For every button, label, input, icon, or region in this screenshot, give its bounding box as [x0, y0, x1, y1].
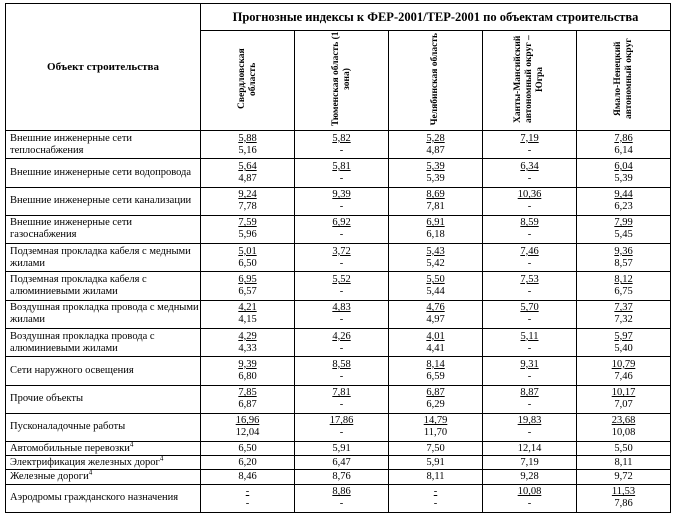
- value-cell: [577, 328, 671, 356]
- value-cell: [483, 357, 577, 385]
- row-label: Воздушная прокладка провода с алюминиевыми жилами: [10, 330, 155, 354]
- value-cell: [577, 470, 671, 484]
- value-cell: [389, 272, 483, 300]
- value-cell: [389, 131, 483, 159]
- index-value-secondary: 6,18: [426, 229, 445, 241]
- index-value: 8,14: [426, 358, 445, 370]
- index-value: 4,83: [332, 302, 351, 314]
- index-value-secondary: 6,80: [238, 370, 257, 382]
- index-value: 14,79: [423, 415, 448, 427]
- index-value: 8,58: [332, 358, 351, 370]
- row-label-cell: [6, 442, 201, 456]
- table-row: [6, 215, 671, 243]
- index-value-secondary: 7,86: [614, 498, 633, 510]
- table-row: [6, 244, 671, 272]
- value-cell: [577, 484, 671, 512]
- index-value-secondary: -: [339, 172, 344, 184]
- index-value-secondary: -: [339, 257, 344, 269]
- value-cell: [295, 442, 389, 456]
- value-cell: [201, 385, 295, 413]
- index-value-secondary: 7,46: [614, 370, 633, 382]
- index-value: 6,95: [238, 274, 257, 286]
- index-value: 6,34: [520, 160, 539, 172]
- index-value-secondary: 5,42: [426, 257, 445, 269]
- row-label: Сети наружного освещения: [10, 364, 134, 376]
- index-value-secondary: 5,40: [614, 342, 633, 354]
- index-value-secondary: 4,97: [426, 314, 445, 326]
- index-value-secondary: -: [339, 370, 344, 382]
- row-label: Автомобильные перевозки: [10, 442, 130, 454]
- index-value-secondary: -: [527, 144, 532, 156]
- index-value-secondary: 5,96: [238, 229, 257, 241]
- index-value-secondary: 7,07: [614, 399, 633, 411]
- index-value-secondary: 4,87: [238, 172, 257, 184]
- value-cell: [389, 215, 483, 243]
- index-value: 5,11: [520, 330, 539, 342]
- index-value: 6,92: [332, 217, 351, 229]
- row-label-cell: [6, 413, 201, 441]
- region-label: Тюменская область (1 зона): [330, 31, 352, 127]
- value-cell: [201, 300, 295, 328]
- value-cell: [201, 357, 295, 385]
- value-cell: [295, 470, 389, 484]
- region-label: Свердловская область: [236, 48, 258, 110]
- value-cell: [295, 187, 389, 215]
- index-value-secondary: -: [527, 229, 532, 241]
- index-value-secondary: -: [339, 201, 344, 213]
- index-value: 10,17: [611, 387, 636, 399]
- value-cell: [577, 413, 671, 441]
- row-label: Электрификация железных дорог: [10, 456, 160, 468]
- table-row: [6, 187, 671, 215]
- index-value: 8,12: [614, 274, 633, 286]
- table-row: [6, 484, 671, 512]
- value-cell: [201, 413, 295, 441]
- value-cell: [295, 484, 389, 512]
- index-value: 7,46: [520, 245, 539, 257]
- value-cell: [577, 385, 671, 413]
- index-value-secondary: -: [527, 201, 532, 213]
- index-value-secondary: -: [339, 314, 344, 326]
- index-value-secondary: 7,78: [238, 201, 257, 213]
- index-value: -: [245, 486, 250, 498]
- index-value-secondary: -: [527, 257, 532, 269]
- index-value: 8,69: [426, 189, 445, 201]
- value-cell: [577, 159, 671, 187]
- index-value: 4,21: [238, 302, 257, 314]
- index-value: 4,26: [332, 330, 351, 342]
- row-label-cell: [6, 484, 201, 512]
- index-value: 8,76: [332, 470, 351, 482]
- value-cell: [201, 484, 295, 512]
- table-row: [6, 357, 671, 385]
- value-cell: [483, 413, 577, 441]
- value-cell: [201, 131, 295, 159]
- value-cell: [389, 159, 483, 187]
- index-value-secondary: 11,70: [423, 427, 448, 439]
- index-value: 5,28: [426, 132, 445, 144]
- index-value: 5,01: [238, 245, 257, 257]
- value-cell: [483, 484, 577, 512]
- index-value-secondary: -: [433, 498, 438, 510]
- index-value: 9,31: [520, 358, 539, 370]
- region-label: Ямало-Ненецкий автономный округ: [612, 38, 634, 120]
- index-value-secondary: 6,29: [426, 399, 445, 411]
- value-cell: [201, 244, 295, 272]
- row-label-cell: [6, 215, 201, 243]
- index-value-secondary: -: [527, 172, 532, 184]
- index-value-secondary: -: [245, 498, 250, 510]
- index-value-secondary: -: [527, 314, 532, 326]
- index-value: 10,36: [517, 189, 542, 201]
- index-value-secondary: 5,39: [426, 172, 445, 184]
- index-value-secondary: 6,57: [238, 286, 257, 298]
- index-value-secondary: -: [339, 498, 344, 510]
- value-cell: [577, 456, 671, 470]
- index-value: 4,01: [426, 330, 445, 342]
- index-value: 5,50: [426, 274, 445, 286]
- row-label: Внешние инженерные сети газоснабжения: [10, 217, 133, 241]
- index-value-secondary: 4,33: [238, 342, 257, 354]
- index-value: 4,76: [426, 302, 445, 314]
- index-value-secondary: -: [527, 427, 532, 439]
- index-value: 7,59: [238, 217, 257, 229]
- row-label-cell: [6, 470, 201, 484]
- value-cell: [201, 456, 295, 470]
- value-cell: [483, 215, 577, 243]
- index-value: 6,47: [332, 456, 351, 468]
- row-label: Внешние инженерные сети канализации: [10, 195, 192, 207]
- row-label-cell: [6, 300, 201, 328]
- index-value-secondary: -: [339, 286, 344, 298]
- table-row: [6, 328, 671, 356]
- index-value-secondary: -: [339, 342, 344, 354]
- row-label: Прочие объекты: [10, 393, 84, 405]
- index-value: 5,91: [426, 456, 445, 468]
- index-value-secondary: -: [339, 427, 344, 439]
- index-value-secondary: -: [339, 229, 344, 241]
- table-row: [6, 272, 671, 300]
- index-value-secondary: 4,15: [238, 314, 257, 326]
- value-cell: [483, 385, 577, 413]
- value-cell: [389, 413, 483, 441]
- index-value: 6,87: [426, 387, 445, 399]
- index-value: 9,39: [332, 189, 351, 201]
- value-cell: [295, 328, 389, 356]
- index-value: 6,04: [614, 160, 633, 172]
- table-header: [6, 4, 671, 131]
- index-value-secondary: 6,14: [614, 144, 633, 156]
- row-label-cell: [6, 328, 201, 356]
- index-value: 9,44: [614, 189, 633, 201]
- value-cell: [201, 470, 295, 484]
- index-table: [5, 3, 671, 513]
- index-value: 7,37: [614, 302, 633, 314]
- row-label: Подземная прокладка кабеля с алюминиевыми жилами: [10, 274, 147, 298]
- row-label: Пусконаладочные работы: [10, 421, 126, 433]
- index-value: 7,53: [520, 274, 539, 286]
- index-value-secondary: 6,87: [238, 399, 257, 411]
- index-value: 9,72: [614, 470, 633, 482]
- index-value: 5,43: [426, 245, 445, 257]
- footnote-marker: 4: [88, 468, 93, 477]
- value-cell: [577, 442, 671, 456]
- region-header-tyumen: [295, 31, 389, 131]
- value-cell: [483, 300, 577, 328]
- index-value-secondary: 10,08: [611, 427, 636, 439]
- value-cell: [389, 187, 483, 215]
- value-cell: [483, 328, 577, 356]
- row-label-cell: [6, 385, 201, 413]
- index-value-secondary: 4,41: [426, 342, 445, 354]
- index-value: 5,81: [332, 160, 351, 172]
- value-cell: [577, 357, 671, 385]
- row-label-cell: [6, 456, 201, 470]
- index-value: 5,97: [614, 330, 633, 342]
- value-cell: [201, 187, 295, 215]
- index-value: 9,36: [614, 245, 633, 257]
- value-cell: [295, 215, 389, 243]
- index-value-secondary: 5,39: [614, 172, 633, 184]
- region-header-yanao: [577, 31, 671, 131]
- index-value: 9,24: [238, 189, 257, 201]
- row-label: Внешние инженерные сети водопровода: [10, 166, 192, 178]
- index-value: 9,28: [520, 470, 539, 482]
- row-label-cell: [6, 187, 201, 215]
- value-cell: [295, 300, 389, 328]
- index-value: 6,91: [426, 217, 445, 229]
- value-cell: [389, 244, 483, 272]
- object-column-header: Объект строительства: [6, 4, 201, 131]
- value-cell: [201, 215, 295, 243]
- table-row: [6, 413, 671, 441]
- value-cell: [483, 272, 577, 300]
- row-label-cell: [6, 131, 201, 159]
- index-value: 8,86: [332, 486, 351, 498]
- index-value-secondary: 7,32: [614, 314, 633, 326]
- value-cell: [389, 484, 483, 512]
- index-value: 11,53: [611, 486, 636, 498]
- index-value: 19,83: [517, 415, 542, 427]
- index-value: 7,19: [520, 456, 539, 468]
- index-value: 8,87: [520, 387, 539, 399]
- index-value: -: [433, 486, 438, 498]
- index-value-secondary: -: [339, 144, 344, 156]
- index-value: 5,91: [332, 442, 351, 454]
- index-value: 17,86: [329, 415, 354, 427]
- index-value: 4,29: [238, 330, 257, 342]
- index-value: 7,99: [614, 217, 633, 229]
- index-value-secondary: 5,44: [426, 286, 445, 298]
- value-cell: [201, 442, 295, 456]
- value-cell: [201, 272, 295, 300]
- value-cell: [389, 456, 483, 470]
- value-cell: [483, 244, 577, 272]
- index-value-secondary: 6,23: [614, 201, 633, 213]
- table-row: [6, 300, 671, 328]
- row-label-cell: [6, 159, 201, 187]
- index-value-secondary: 8,57: [614, 257, 633, 269]
- row-label: Внешние инженерные сети теплоснабжения: [10, 132, 133, 156]
- value-cell: [483, 159, 577, 187]
- index-value: 8,11: [614, 456, 633, 468]
- index-value-secondary: 6,59: [426, 370, 445, 382]
- table-row: [6, 442, 671, 456]
- value-cell: [483, 442, 577, 456]
- value-cell: [483, 470, 577, 484]
- value-cell: [295, 385, 389, 413]
- value-cell: [577, 215, 671, 243]
- value-cell: [295, 456, 389, 470]
- index-value-secondary: 7,81: [426, 201, 445, 213]
- index-value-secondary: -: [339, 399, 344, 411]
- value-cell: [389, 442, 483, 456]
- index-value: 7,85: [238, 387, 257, 399]
- index-value: 6,50: [238, 442, 257, 454]
- index-value: 8,59: [520, 217, 539, 229]
- row-label: Железные дороги: [10, 470, 89, 482]
- index-value: 8,46: [238, 470, 257, 482]
- table-row: [6, 456, 671, 470]
- footnote-marker: 4: [129, 440, 134, 449]
- index-value: 7,86: [614, 132, 633, 144]
- value-cell: [577, 300, 671, 328]
- table-row: [6, 159, 671, 187]
- index-value-secondary: -: [527, 370, 532, 382]
- value-cell: [577, 131, 671, 159]
- value-cell: [389, 470, 483, 484]
- value-cell: [389, 357, 483, 385]
- value-cell: [295, 357, 389, 385]
- table-row: [6, 131, 671, 159]
- row-label-cell: [6, 357, 201, 385]
- value-cell: [483, 187, 577, 215]
- index-value: 5,50: [614, 442, 633, 454]
- row-label: Воздушная прокладка провода с медными жилами: [10, 302, 199, 326]
- index-value: 5,70: [520, 302, 539, 314]
- index-value: 5,82: [332, 132, 351, 144]
- index-value-secondary: -: [527, 342, 532, 354]
- index-value: 3,72: [332, 245, 351, 257]
- value-cell: [577, 187, 671, 215]
- index-value: 5,39: [426, 160, 445, 172]
- index-value: 23,68: [611, 415, 636, 427]
- index-value-secondary: 12,04: [235, 427, 260, 439]
- index-value-secondary: 5,45: [614, 229, 633, 241]
- table-title: Прогнозные индексы к ФЕР-2001/ТЕР-2001 по объектам строительства: [201, 4, 671, 31]
- index-value: 7,50: [426, 442, 445, 454]
- region-label: Челябинская область: [430, 32, 440, 126]
- index-value: 5,64: [238, 160, 257, 172]
- region-label: Ханты-Мансийский автономный округ – Югра: [513, 35, 545, 123]
- region-header-chelyabinsk: [389, 31, 483, 131]
- index-value: 7,19: [520, 132, 539, 144]
- footnote-marker: 4: [159, 454, 164, 463]
- index-value: 7,81: [332, 387, 351, 399]
- value-cell: [201, 328, 295, 356]
- index-value: 8,11: [426, 470, 445, 482]
- index-value: 16,96: [235, 415, 260, 427]
- value-cell: [389, 385, 483, 413]
- row-label: Подземная прокладка кабеля с медными жилами: [10, 245, 191, 269]
- index-value: 6,20: [238, 456, 257, 468]
- value-cell: [295, 244, 389, 272]
- index-value-secondary: 6,50: [238, 257, 257, 269]
- index-value-secondary: -: [527, 286, 532, 298]
- index-value-secondary: -: [527, 498, 532, 510]
- index-value-secondary: 6,75: [614, 286, 633, 298]
- index-value-secondary: 5,16: [238, 144, 257, 156]
- row-label: Аэродромы гражданского назначения: [10, 492, 179, 504]
- value-cell: [295, 131, 389, 159]
- value-cell: [389, 328, 483, 356]
- table-row: [6, 470, 671, 484]
- index-value: 9,39: [238, 358, 257, 370]
- index-value: 12,14: [517, 442, 542, 454]
- row-label-cell: [6, 272, 201, 300]
- value-cell: [483, 456, 577, 470]
- table-body: [6, 131, 671, 513]
- index-value: 5,52: [332, 274, 351, 286]
- index-value: 10,08: [517, 486, 542, 498]
- value-cell: [295, 159, 389, 187]
- region-header-khmao: [483, 31, 577, 131]
- value-cell: [577, 244, 671, 272]
- value-cell: [389, 300, 483, 328]
- table-row: [6, 385, 671, 413]
- index-value-secondary: -: [527, 399, 532, 411]
- index-value: 10,79: [611, 358, 636, 370]
- index-value: 5,88: [238, 132, 257, 144]
- value-cell: [201, 159, 295, 187]
- row-label-cell: [6, 244, 201, 272]
- value-cell: [295, 413, 389, 441]
- index-value-secondary: 4,87: [426, 144, 445, 156]
- value-cell: [483, 131, 577, 159]
- value-cell: [295, 272, 389, 300]
- region-header-sverdlovsk: [201, 31, 295, 131]
- value-cell: [577, 272, 671, 300]
